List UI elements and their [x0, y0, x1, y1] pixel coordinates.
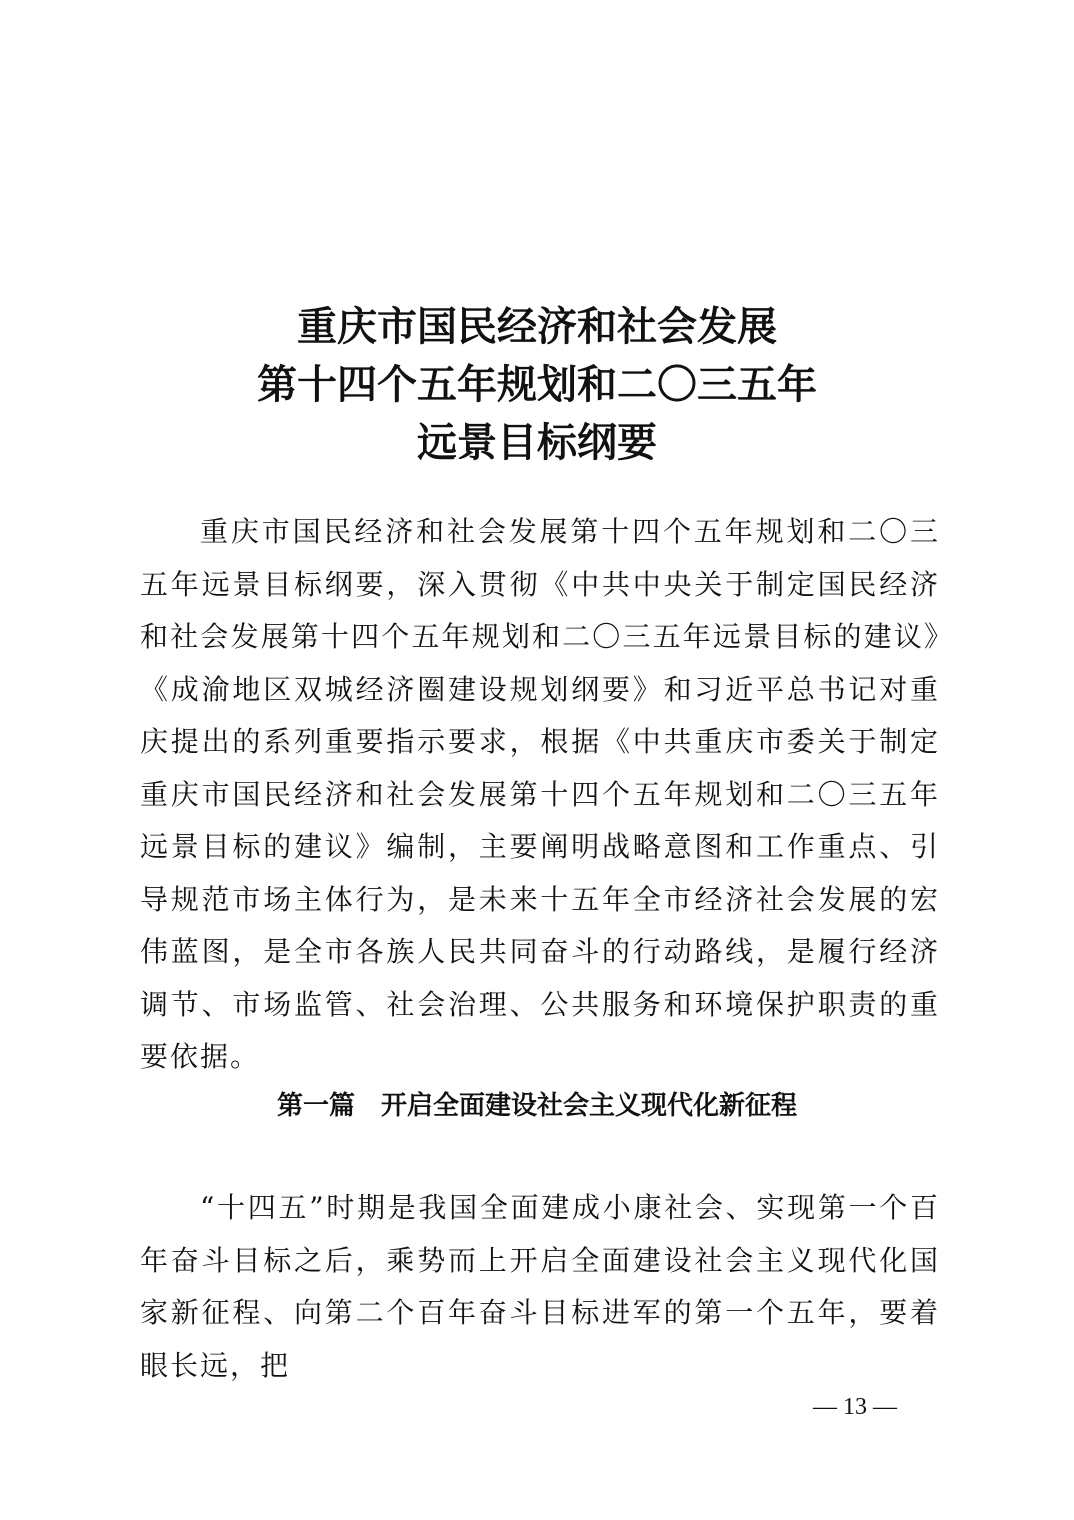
- page-number: — 13 —: [813, 1394, 897, 1420]
- title-line-1: 重庆市国民经济和社会发展: [297, 303, 777, 350]
- title-line-3: 远景目标纲要: [417, 419, 657, 466]
- title-line-2: 第十四个五年规划和二〇三五年: [257, 361, 817, 408]
- document-title: [0, 298, 1074, 472]
- section-heading: 第一篇 开启全面建设社会主义现代化新征程: [276, 1091, 797, 1121]
- body-paragraph: “十四五”时期是我国全面建成小康社会、实现第一个百年奋斗目标之后，乘势而上开启全面建设社会主义现代化国家新征程、向第二个百年奋斗目标进军的第一个五年，要着眼长远，把: [140, 1191, 940, 1382]
- intro-paragraph: 重庆市国民经济和社会发展第十四个五年规划和二〇三五年远景目标纲要，深入贯彻《中共中央关于制定国民经济和社会发展第十四个五年规划和二〇三五年远景目标的建议》《成渝地区双城经济圈建设规划纲要》和习近平总书记对重庆提出的系列重要指示要求，根据《中共重庆市委关于制定重庆市国民经济和社会发展第十四个五年规划和二〇三五年远景目标的建议》编制，主要阐明战略意图和工作重点、引导规范市场主体行为，是未来十五年全市经济社会发展的宏伟蓝图，是全市各族人民共同奋斗的行动路线，是履行经济调节、市场监管、社会治理、公共服务和环境保护职责的重要依据。: [140, 515, 940, 1073]
